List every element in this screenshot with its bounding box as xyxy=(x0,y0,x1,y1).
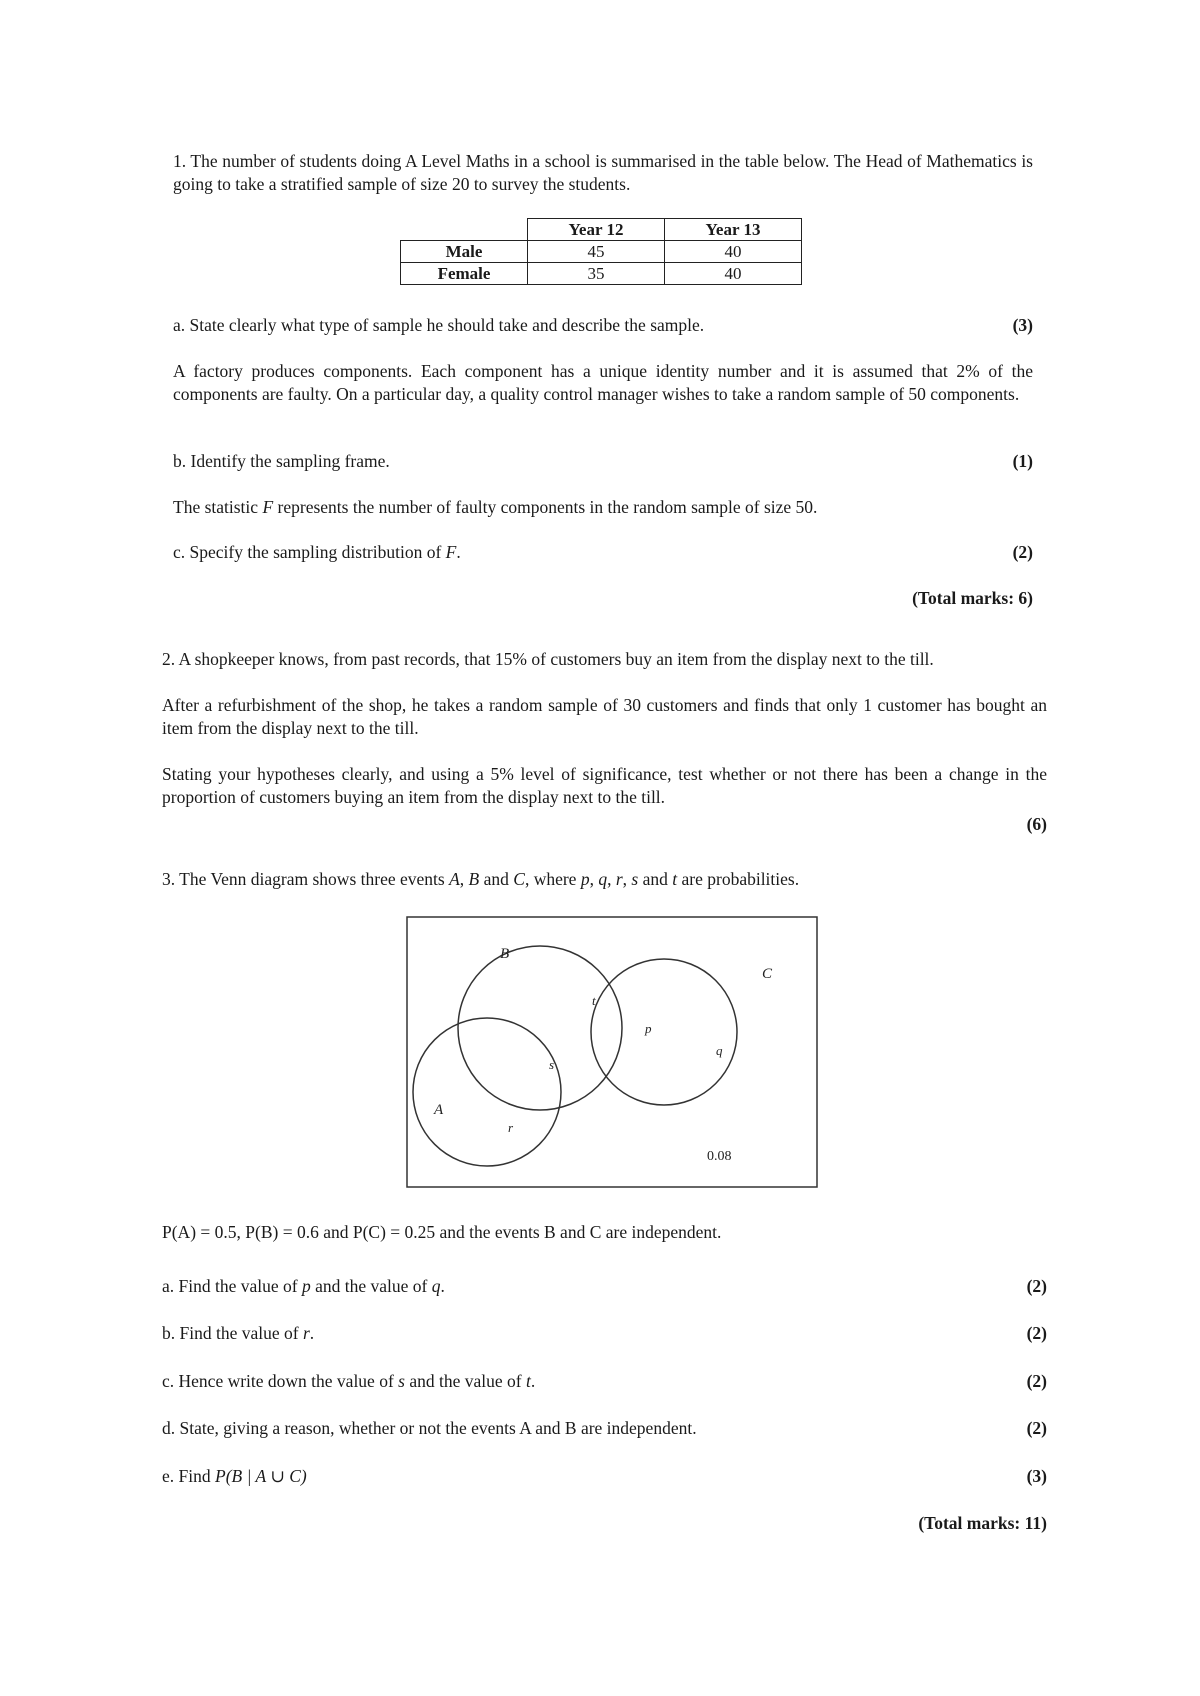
q3-part-e-marks: (3) xyxy=(1026,1466,1047,1486)
q3-part-e-text: e. Find P(B | A ∪ C) xyxy=(162,1466,307,1486)
q1-part-a-text: a. State clearly what type of sample he should take and describe the sample. xyxy=(173,315,705,335)
label-s: s xyxy=(549,1057,555,1072)
circle-c xyxy=(591,959,737,1105)
q3-intro: 3. The Venn diagram shows three events A, B and C, where p, q, r, s and t are probabilities. xyxy=(162,869,800,889)
label-p: p xyxy=(645,1021,652,1036)
label-r: r xyxy=(508,1120,514,1135)
label-b: B xyxy=(500,946,510,962)
var-f: F xyxy=(262,497,274,517)
q2-para2: After a refurbishment of the shop, he takes a random sample of 30 customers and finds that only 1 customer has bought an item from the display next to the till. xyxy=(162,695,1047,738)
q3-total xyxy=(162,1512,1047,1535)
q1-part-a-marks: (3) xyxy=(1012,315,1033,335)
q3-part-a xyxy=(162,1275,1047,1298)
q1-part-c xyxy=(173,541,1033,564)
q2-para3: Stating your hypotheses clearly, and using a 5% level of significance, test whether or not there has been a change in the proportion of customers buying an item from the display next to the till. xyxy=(162,764,1047,807)
q2-line1: 2. A shopkeeper knows, from past records, that 15% of customers buy an item from the display next to the till. xyxy=(162,649,934,669)
table-cell: 45 xyxy=(528,241,665,263)
table-col-header: Year 13 xyxy=(665,219,802,241)
venn-frame xyxy=(407,917,817,1187)
q3-part-e xyxy=(162,1465,1047,1488)
q3-part-c-marks: (2) xyxy=(1026,1371,1047,1391)
q1-total-marks: (Total marks: 6) xyxy=(912,588,1033,608)
label-t: t xyxy=(592,993,596,1008)
q3-given: P(A) = 0.5, P(B) = 0.6 and P(C) = 0.25 and the events B and C are independent. xyxy=(162,1222,722,1242)
q3-part-d xyxy=(162,1417,1047,1440)
q1-part-b xyxy=(173,450,1033,473)
venn-diagram xyxy=(406,916,818,1188)
label-outside: 0.08 xyxy=(707,1149,732,1164)
label-q: q xyxy=(716,1043,723,1058)
q1-part-b-text: b. Identify the sampling frame. xyxy=(173,451,390,471)
q3-part-a-marks: (2) xyxy=(1026,1276,1047,1296)
q1-intro: 1. The number of students doing A Level Maths in a school is summarised in the table below. The Head of Mathematics is going to take a stratified sample of size 20 to survey the students. xyxy=(173,151,1033,194)
q3-part-e-expr: P(B | A ∪ C) xyxy=(215,1466,307,1486)
q1-total xyxy=(173,587,1033,610)
table-row xyxy=(401,263,802,285)
label-c: C xyxy=(762,966,773,982)
q3-part-d-text: d. State, giving a reason, whether or not the events A and B are independent. xyxy=(162,1418,697,1438)
circle-b xyxy=(458,946,622,1110)
q3-part-d-marks: (2) xyxy=(1026,1418,1047,1438)
circle-a xyxy=(413,1018,561,1166)
table-cell: 40 xyxy=(665,241,802,263)
table-row xyxy=(401,241,802,263)
q3-part-b-marks: (2) xyxy=(1026,1323,1047,1343)
q3-part-b-text: b. Find the value of r. xyxy=(162,1323,315,1343)
q2-marks: (6) xyxy=(1026,814,1047,834)
label-a: A xyxy=(434,1102,444,1118)
student-table xyxy=(400,218,802,285)
q3-part-a-text: a. Find the value of p and the value of q. xyxy=(162,1276,445,1296)
q1-factory-text: A factory produces components. Each component has a unique identity number and it is assumed that 2% of the components are faulty. On a particular day, a quality control manager wishes to take a random sample of 50 components. xyxy=(173,361,1033,404)
q3-total-marks: (Total marks: 11) xyxy=(918,1513,1047,1533)
table-row-label: Female xyxy=(401,263,528,285)
table-cell: 35 xyxy=(528,263,665,285)
q1-part-b-marks: (1) xyxy=(1012,451,1033,471)
q1-statistic-text: The statistic F represents the number of faulty components in the random sample of size 50. xyxy=(173,497,818,517)
table-row-label: Male xyxy=(401,241,528,263)
q2-marks-row xyxy=(162,813,1047,836)
table-header-row xyxy=(401,219,802,241)
q3-part-c xyxy=(162,1370,1047,1393)
q1-part-c-text: c. Specify the sampling distribution of F. xyxy=(173,542,461,562)
table-col-header: Year 12 xyxy=(528,219,665,241)
table-cell: 40 xyxy=(665,263,802,285)
table-corner xyxy=(401,219,528,241)
q1-part-a xyxy=(173,314,1033,337)
q3-part-b xyxy=(162,1322,1047,1345)
q3-part-c-text: c. Hence write down the value of s and the value of t. xyxy=(162,1371,536,1391)
q1-part-c-marks: (2) xyxy=(1012,542,1033,562)
